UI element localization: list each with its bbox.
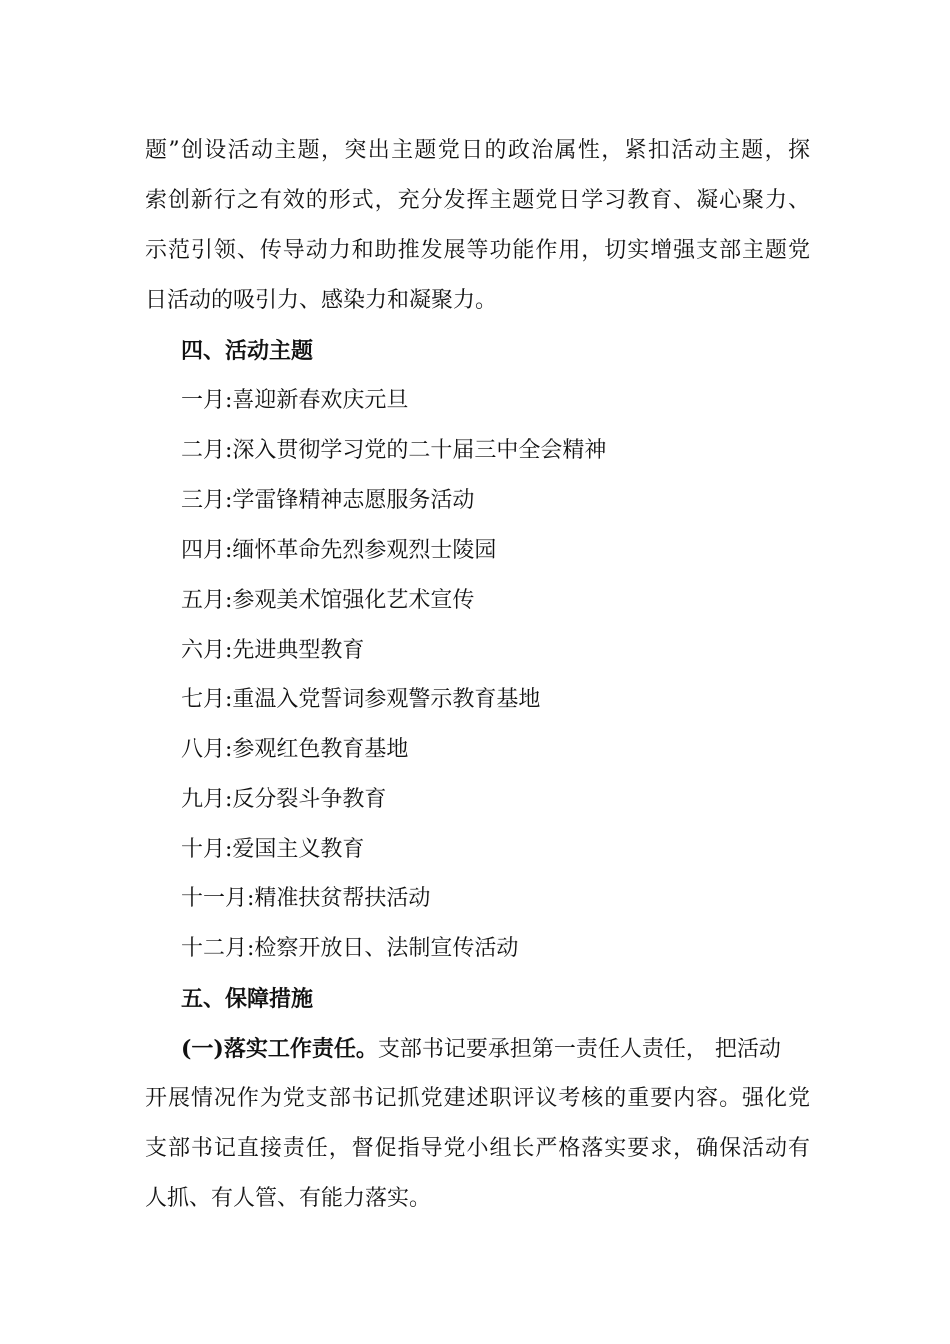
month-item-oct: 十月:爱国主义教育 xyxy=(181,837,365,862)
intro-line-3: 示范引领、传导动力和助推发展等功能作用，切实增强支部主题党 xyxy=(145,238,810,263)
month-item-apr: 四月:缅怀革命先烈参观烈士陵园 xyxy=(181,538,497,563)
intro-line-4: 日活动的吸引力、感染力和凝聚力。 xyxy=(145,288,498,313)
section-heading-safeguards: 五、保障措施 xyxy=(181,986,314,1012)
intro-line-2: 索创新行之有效的形式，充分发挥主题党日学习教育、凝心聚力、 xyxy=(145,188,810,213)
measure-1-text: 支部书记要承担第一责任人责任， 把活动 xyxy=(377,1037,781,1062)
section-heading-activity-themes: 四、活动主题 xyxy=(181,338,314,364)
measure-1-first-line xyxy=(181,1034,810,1065)
month-item-aug: 八月:参观红色教育基地 xyxy=(181,737,409,762)
month-item-jan: 一月:喜迎新春欢庆元旦 xyxy=(181,388,409,413)
measure-1-line-3: 支部书记直接责任，督促指导党小组长严格落实要求，确保活动有 xyxy=(145,1136,810,1161)
month-item-dec: 十二月:检察开放日、法制宣传活动 xyxy=(181,936,519,961)
measure-1-title: (一)落实工作责任。 xyxy=(181,1036,378,1062)
month-item-jul: 七月:重温入党誓词参观警示教育基地 xyxy=(181,687,541,712)
measure-1-line-4: 人抓、有人管、有能力落实。 xyxy=(145,1186,432,1211)
intro-line-1: 题”创设活动主题，突出主题党日的政治属性，紧扣活动主题，探 xyxy=(145,138,810,163)
month-item-nov: 十一月:精准扶贫帮扶活动 xyxy=(181,886,431,911)
month-item-feb: 二月:深入贯彻学习党的二十届三中全会精神 xyxy=(181,438,607,463)
month-item-jun: 六月:先进典型教育 xyxy=(181,638,365,663)
measure-1-line-2: 开展情况作为党支部书记抓党建述职评议考核的重要内容。强化党 xyxy=(145,1086,810,1111)
month-item-may: 五月:参观美术馆强化艺术宣传 xyxy=(181,588,475,613)
month-item-sep: 九月:反分裂斗争教育 xyxy=(181,787,387,812)
month-item-mar: 三月:学雷锋精神志愿服务活动 xyxy=(181,488,475,513)
